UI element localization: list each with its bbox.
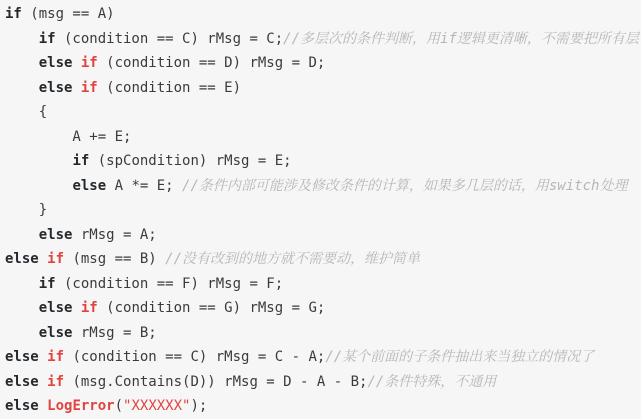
code-text: );	[190, 398, 208, 414]
comment: //多层次的条件判断，用if逻辑更清晰，不需要把所有层	[283, 30, 639, 47]
keyword-highlight: if	[80, 79, 98, 96]
keyword-highlight: LogError	[47, 398, 115, 414]
code-text	[39, 398, 47, 414]
keyword: if	[5, 6, 22, 22]
code-text: (condition == G) rMsg = G;	[97, 300, 326, 316]
code-text	[39, 251, 47, 267]
keyword: if	[38, 275, 56, 292]
code-line-14	[5, 321, 641, 346]
code-line-10	[5, 223, 641, 248]
code-text	[5, 325, 39, 341]
keyword-highlight: if	[80, 55, 98, 71]
keyword-highlight: if	[47, 373, 65, 390]
code-line-9	[5, 198, 641, 223]
code-line-16	[5, 370, 641, 395]
code-text	[72, 55, 80, 71]
code-text	[5, 178, 72, 194]
code-text: (condition == C) rMsg = C - A;	[64, 349, 326, 365]
keyword: if	[38, 30, 56, 47]
code-line-1	[5, 2, 641, 27]
code-text: (condition == D) rMsg = D;	[97, 55, 326, 71]
keyword: else	[38, 55, 73, 71]
keyword-highlight: if	[80, 300, 98, 316]
code-text	[72, 80, 80, 96]
code-line-5	[5, 100, 641, 125]
comment: //条件特殊，不通用	[367, 373, 497, 390]
code-text	[5, 276, 39, 292]
code-text	[5, 80, 39, 96]
keyword-highlight: if	[47, 349, 65, 365]
keyword: else	[38, 300, 73, 316]
code-text: (spCondition) rMsg = E;	[89, 153, 292, 169]
code-text: (condition == F) rMsg = F;	[55, 275, 284, 292]
code-line-2	[5, 27, 641, 52]
code-text	[5, 227, 39, 243]
code-text: rMsg = B;	[72, 324, 157, 341]
keyword: else	[5, 398, 39, 414]
code-line-13	[5, 296, 641, 321]
code-line-7	[5, 149, 641, 174]
code-text: (msg == A)	[21, 6, 115, 22]
keyword: else	[38, 226, 73, 243]
code-text	[5, 55, 39, 71]
code-text	[5, 31, 39, 47]
code-text: A *= E;	[106, 177, 183, 194]
keyword: else	[38, 79, 73, 96]
code-text	[5, 153, 72, 169]
keyword: else	[72, 177, 107, 194]
code-text: {	[5, 104, 48, 120]
keyword: else	[5, 349, 39, 365]
code-line-12	[5, 272, 641, 297]
keyword: if	[72, 153, 90, 169]
code-text	[39, 349, 47, 365]
code-text: }	[5, 202, 48, 218]
code-text	[72, 300, 80, 316]
keyword: else	[5, 373, 39, 390]
code-line-4	[5, 76, 641, 101]
comment: //某个前面的子条件抽出来当独立的情况了	[325, 349, 595, 365]
code-text: A += E;	[5, 128, 132, 145]
comment: //没有改到的地方就不需要动，维护简单	[165, 251, 421, 267]
code-line-11	[5, 247, 641, 272]
code-line-3	[5, 51, 641, 76]
code-text: (msg == B)	[64, 251, 166, 267]
string-literal: "XXXXXX"	[123, 398, 191, 414]
keyword: else	[38, 324, 73, 341]
code-line-6	[5, 125, 641, 150]
code-text: (condition == E)	[97, 79, 242, 96]
comment: //条件内部可能涉及修改条件的计算，如果多几层的话，用switch处理	[182, 177, 628, 194]
code-line-17	[5, 394, 641, 419]
code-text	[5, 300, 39, 316]
code-text: (condition == C) rMsg = C;	[55, 30, 284, 47]
keyword-highlight: if	[47, 251, 65, 267]
code-text: rMsg = A;	[72, 226, 157, 243]
code-text: (	[114, 398, 124, 414]
code-line-15	[5, 345, 641, 370]
code-line-8	[5, 174, 641, 199]
keyword: else	[5, 251, 39, 267]
code-text: (msg.Contains(D)) rMsg = D - A - B;	[64, 373, 368, 390]
code-text	[39, 374, 47, 390]
